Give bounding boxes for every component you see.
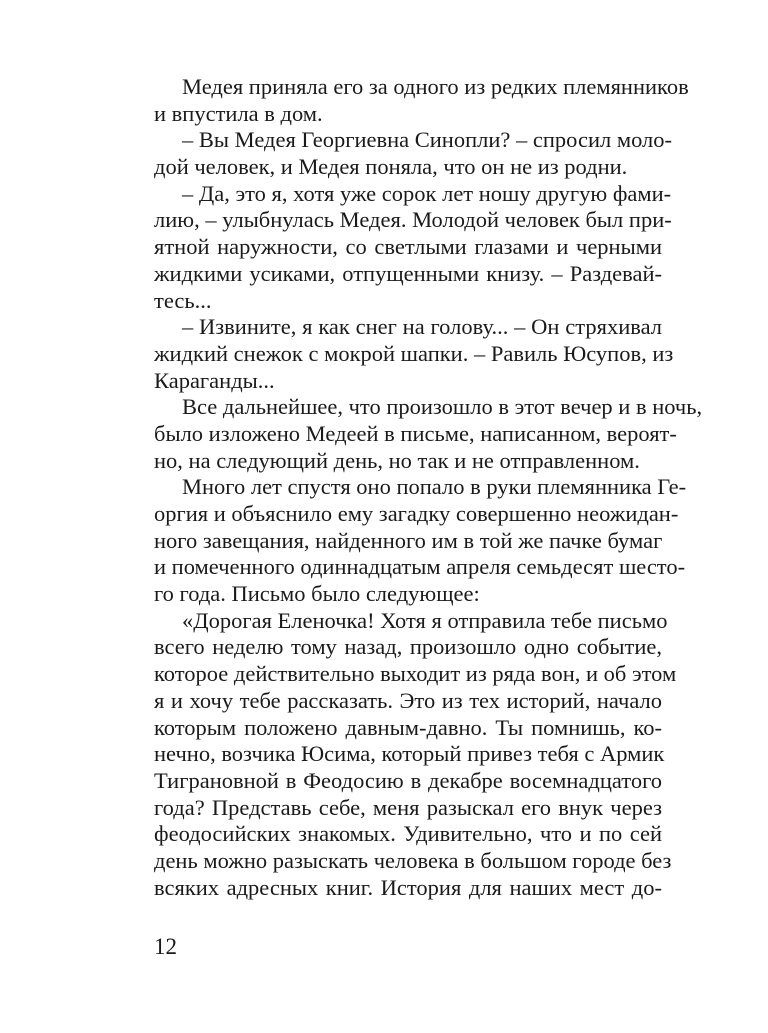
text-line: ятной наружности, со светлыми глазами и черными bbox=[154, 234, 662, 260]
text-line: я и хочу тебе рассказать. Это из тех историй, начало bbox=[154, 687, 662, 713]
text-line: но, на следующий день, но так и не отправленном. bbox=[154, 447, 640, 473]
text-line: было изложено Медеей в письме, написанном, вероят- bbox=[154, 420, 677, 446]
text-line: – Да, это я, хотя уже сорок лет ношу другую фами- bbox=[182, 180, 672, 206]
text-line: нечно, возчика Юсима, который привез тебя с Армик bbox=[154, 741, 665, 767]
text-line: «Дорогая Еленочка! Хотя я отправила тебе письмо bbox=[182, 607, 668, 633]
text-line: Караганды... bbox=[154, 367, 275, 393]
text-line: дой человек, и Медея поняла, что он не из родни. bbox=[154, 154, 628, 180]
text-line: жидкими усиками, отпущенными книзу. – Раздевай- bbox=[154, 260, 662, 286]
text-line: день можно разыскать человека в большом городе без bbox=[154, 847, 672, 873]
text-line: тесь... bbox=[154, 287, 212, 313]
text-line: которое действительно выходит из ряда вон, и об этом bbox=[154, 661, 677, 687]
text-line: Много лет спустя оно попало в руки племянника Ге- bbox=[182, 474, 687, 500]
page-number: 12 bbox=[154, 934, 177, 959]
text-line: и впустила в дом. bbox=[154, 100, 323, 126]
text-line: года? Представь себе, меня разыскал его внук через bbox=[154, 794, 662, 820]
text-line: ного завещания, найденного им в той же пачке бумаг bbox=[154, 527, 663, 553]
text-line: – Извините, я как снег на голову... – Он стряхивал bbox=[182, 314, 662, 340]
text-line: оргия и объяснило ему загадку совершенно неожидан- bbox=[154, 501, 679, 526]
text-line: всяких адресных книг. История для наших мест до- bbox=[154, 874, 662, 900]
text-line: лию, – улыбнулась Медея. Молодой человек был при- bbox=[154, 207, 672, 233]
text-line: Тиграновной в Феодосию в декабре восемнадцатого bbox=[154, 767, 662, 793]
text-line: Медея приняла его за одного из редких племянников bbox=[182, 74, 689, 99]
text-line: Все дальнейшее, что произошло в этот вечер и в ночь, bbox=[182, 394, 703, 420]
text-line: го года. Письмо было следующее: bbox=[154, 581, 480, 607]
text-line: и помеченного одиннадцатым апреля семьдесят шесто- bbox=[154, 554, 686, 580]
text-line: феодосийских знакомых. Удивительно, что и по сей bbox=[154, 821, 662, 847]
text-line: – Вы Медея Георгиевна Синопли? – спросил моло- bbox=[182, 127, 673, 153]
text-line: которым положено давным-давно. Ты помнишь, ко- bbox=[154, 714, 662, 740]
body-text bbox=[154, 74, 703, 901]
text-line: всего неделю тому назад, произошло одно событие, bbox=[154, 634, 662, 660]
text-line: жидкий снежок с мокрой шапки. – Равиль Юсупов, из bbox=[154, 340, 674, 366]
